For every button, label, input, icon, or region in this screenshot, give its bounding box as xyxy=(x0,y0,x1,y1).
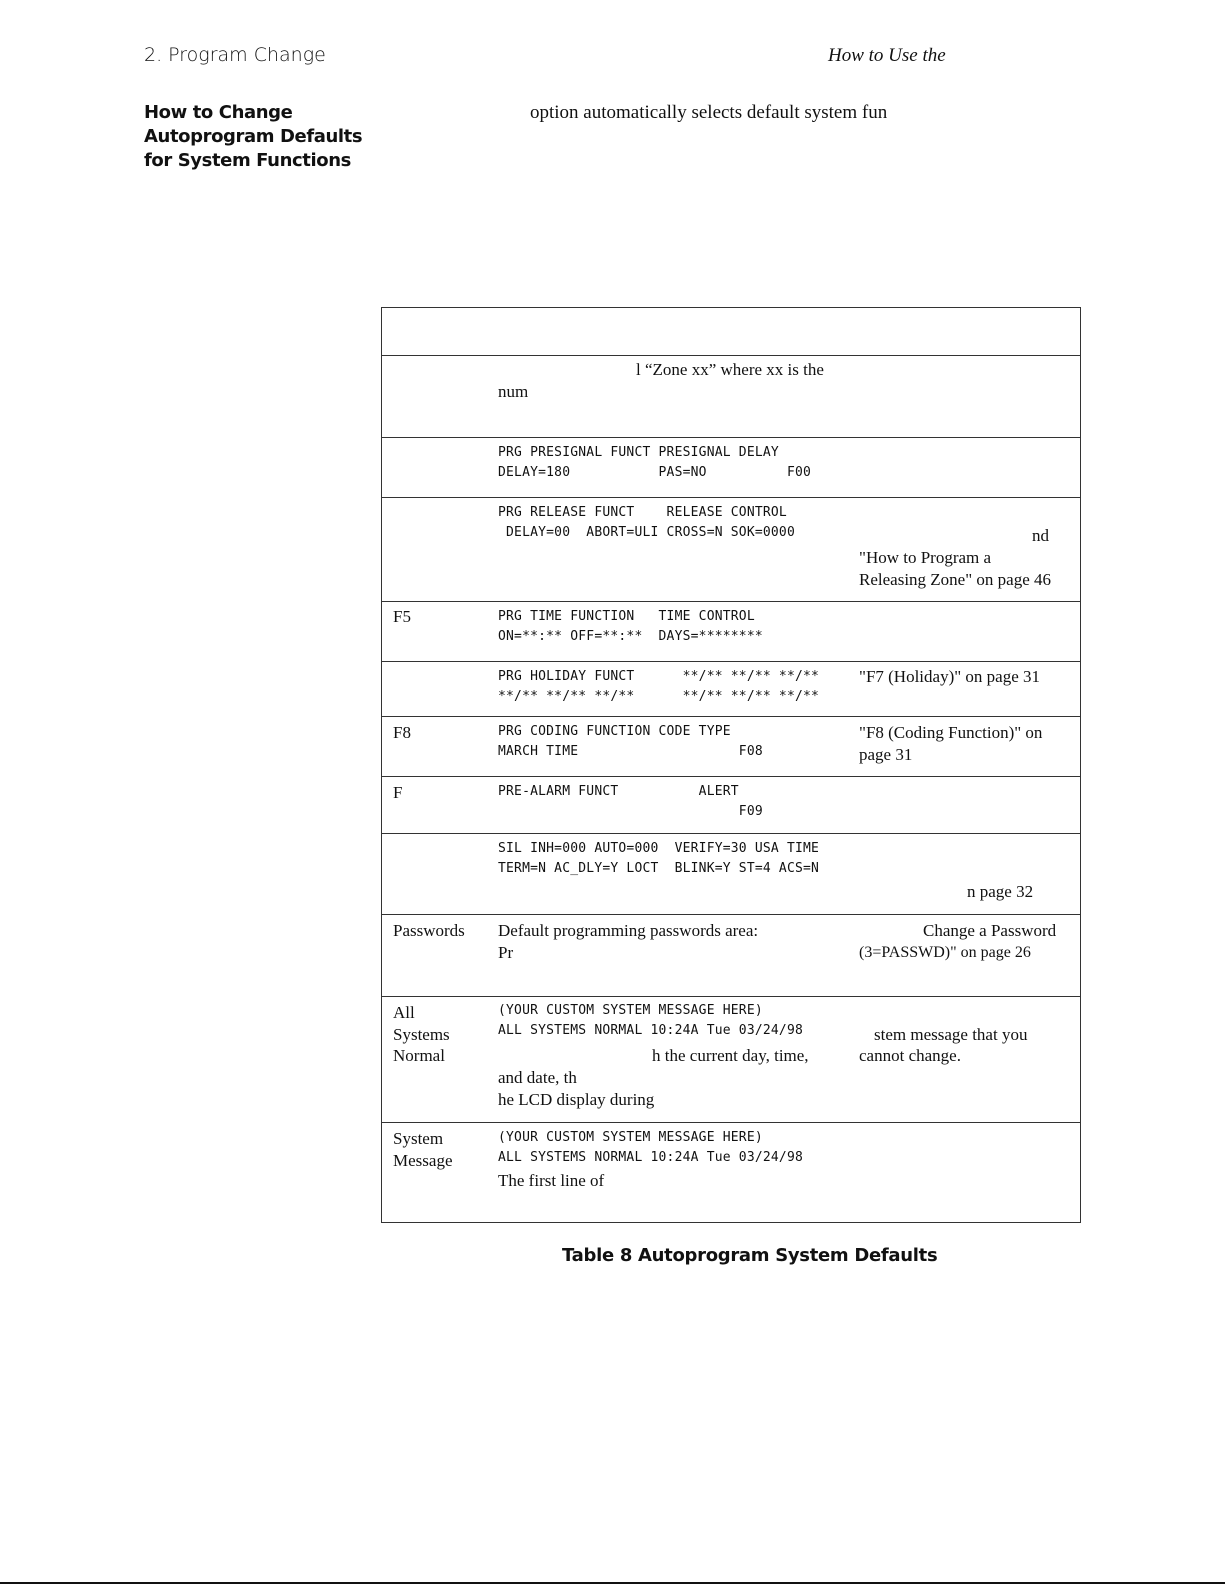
page-bottom-rule xyxy=(0,1582,1225,1584)
lcd-line: MARCH TIME F08 xyxy=(498,744,763,759)
cell-text: num xyxy=(498,382,529,401)
lcd-line: PRE-ALARM FUNCT ALERT xyxy=(498,784,739,799)
table-caption: Table 8 Autoprogram System Defaults xyxy=(562,1245,938,1266)
cell-label: Normal xyxy=(393,1046,445,1065)
cell-text: Pr xyxy=(498,943,514,962)
lcd-line: DELAY=00 ABORT=ULI CROSS=N SOK=0000 xyxy=(498,525,795,540)
cell-label: Message xyxy=(393,1151,453,1170)
section-heading-line: Autoprogram Defaults xyxy=(144,126,363,147)
lcd-line: ALL SYSTEMS NORMAL 10:24A Tue 03/24/98 xyxy=(498,1023,804,1038)
cell-text: Releasing Zone" on page 46 xyxy=(859,570,1051,589)
table-row xyxy=(382,355,1080,438)
cell-label: Systems xyxy=(393,1025,450,1044)
cell-text: cannot change. xyxy=(859,1046,961,1065)
table-row xyxy=(382,716,1080,777)
cell-text: h the current day, time, xyxy=(652,1046,809,1065)
lcd-line: (YOUR CUSTOM SYSTEM MESSAGE HERE) xyxy=(498,1130,763,1145)
cell-label: All xyxy=(393,1003,415,1022)
table-row xyxy=(382,833,1080,915)
cell-text: The first line of xyxy=(498,1171,605,1190)
running-header-right: How to Use the xyxy=(828,45,946,66)
lcd-line: PRG CODING FUNCTION CODE TYPE xyxy=(498,724,731,739)
cell-text: and date, th xyxy=(498,1068,577,1087)
table-row xyxy=(382,1122,1080,1222)
table-row xyxy=(382,497,1080,602)
table-row xyxy=(382,437,1080,498)
cell-label: Passwords xyxy=(393,921,465,940)
cell-text: page 31 xyxy=(859,745,913,764)
cell-label: F8 xyxy=(393,723,411,742)
lcd-line: DELAY=180 PAS=NO F00 xyxy=(498,465,812,480)
section-heading-line: for System Functions xyxy=(144,150,351,171)
lcd-line: ALL SYSTEMS NORMAL 10:24A Tue 03/24/98 xyxy=(498,1150,804,1165)
lcd-line: PRG RELEASE FUNCT RELEASE CONTROL xyxy=(498,505,787,520)
cell-text: "F7 (Holiday)" on page 31 xyxy=(859,667,1041,686)
cell-text: (3=PASSWD)" on page 26 xyxy=(859,944,1031,961)
section-heading-line: How to Change xyxy=(144,102,293,123)
cell-text: "F8 (Coding Function)" on xyxy=(859,723,1043,742)
lcd-line: PRG TIME FUNCTION TIME CONTROL xyxy=(498,609,755,624)
lcd-line: PRG HOLIDAY FUNCT **/** **/** **/** xyxy=(498,669,820,684)
lcd-line: SIL INH=000 AUTO=000 VERIFY=30 USA TIME xyxy=(498,841,820,856)
section-heading xyxy=(144,101,362,173)
intro-paragraph: option automatically selects default system fun xyxy=(530,102,888,123)
cell-text: n page 32 xyxy=(967,882,1034,901)
lcd-line: **/** **/** **/** **/** **/** **/** xyxy=(498,689,820,704)
cell-text: he LCD display during xyxy=(498,1090,655,1109)
table-row xyxy=(382,914,1080,997)
cell-text: stem message that you xyxy=(874,1025,1028,1044)
cell-label: F xyxy=(393,783,403,802)
table-row xyxy=(382,776,1080,834)
cell-label: System xyxy=(393,1129,444,1148)
table-header-row xyxy=(382,308,1080,356)
lcd-line: (YOUR CUSTOM SYSTEM MESSAGE HERE) xyxy=(498,1003,763,1018)
lcd-line: ON=**:** OFF=**:** DAYS=******** xyxy=(498,629,763,644)
lcd-line: PRG PRESIGNAL FUNCT PRESIGNAL DELAY xyxy=(498,445,779,460)
cell-text: "How to Program a xyxy=(859,548,992,567)
cell-text: Default programming passwords area: xyxy=(498,921,759,940)
running-header-left: 2. Program Change xyxy=(144,44,326,66)
cell-text: l “Zone xx” where xx is the xyxy=(636,360,824,379)
cell-text: nd xyxy=(1032,526,1049,545)
lcd-line: TERM=N AC_DLY=Y LOCT BLINK=Y ST=4 ACS=N xyxy=(498,861,820,876)
defaults-table xyxy=(381,307,1081,1223)
cell-label: F5 xyxy=(393,607,411,626)
lcd-line: F09 xyxy=(498,804,763,819)
table-row xyxy=(382,601,1080,662)
table-row xyxy=(382,996,1080,1123)
table-row xyxy=(382,661,1080,717)
cell-text: Change a Password xyxy=(923,921,1057,940)
